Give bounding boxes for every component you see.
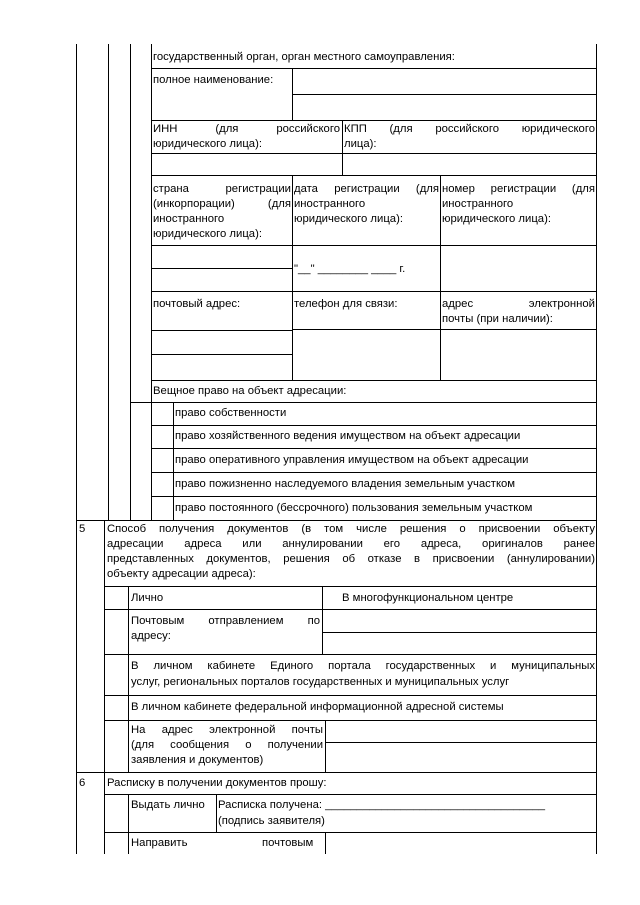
col-divider-country-date xyxy=(292,175,293,380)
col-divider-checkbox-6 xyxy=(128,794,129,854)
option-issue-personally: Выдать лично xyxy=(131,799,205,811)
row-line xyxy=(104,720,596,721)
inn-label-line-1: ИНН (для российского xyxy=(153,123,340,135)
signature-hint: (подпись заявителя) xyxy=(218,815,325,827)
section-6-top-line xyxy=(76,772,596,773)
row-line xyxy=(151,472,596,473)
row-line xyxy=(151,68,596,69)
country-label-line-3: иностранного xyxy=(153,213,225,225)
registration-date-field[interactable]: "__" ________ ____ г. xyxy=(294,263,406,275)
section-5-text-line-2: адресации адреса или аннулировании его адреса, оригиналов ранее xyxy=(107,538,595,550)
col-divider-checkbox xyxy=(130,44,131,520)
row-line xyxy=(151,268,292,269)
row-line xyxy=(151,330,292,331)
section-5-text-line-1: Способ получения документов (в том числе решения о присвоении объекту xyxy=(107,523,595,535)
reg-date-label-line-3: юридического лица): xyxy=(294,213,403,225)
row-line xyxy=(104,794,596,795)
kpp-label-line-1: КПП (для российского юридического xyxy=(344,123,595,135)
section-5-number: 5 xyxy=(79,523,86,535)
email-label-line-1: адрес электронной xyxy=(442,298,595,310)
option-email-line-1: На адрес электронной почты xyxy=(131,724,323,736)
reg-date-label-line-2: иностранного xyxy=(294,198,366,210)
country-label-line-2: (инкорпорации) (для xyxy=(153,198,291,210)
row-line xyxy=(104,609,596,610)
section-6-number: 6 xyxy=(79,777,86,789)
section-5-text-line-4: объекту адресации адреса): xyxy=(107,568,256,580)
option-personally: Лично xyxy=(131,592,164,604)
right-ownership: право собственности xyxy=(175,407,287,419)
right-permanent-use: право постоянного (бессрочного) пользования земельным участком xyxy=(175,502,533,514)
col-divider-date-number xyxy=(440,175,441,380)
rights-header: Вещное право на объект адресации: xyxy=(153,385,347,397)
section-5-text-line-3: представленных документов, решения об отказе в присвоении (аннулировании) xyxy=(107,553,595,565)
row-line xyxy=(151,354,292,355)
owner-header: государственный орган, орган местного самоуправления: xyxy=(153,51,455,63)
option-portal-line-1: В личном кабинете Единого портала государственных и муниципальных xyxy=(131,660,595,672)
row-line xyxy=(104,654,596,655)
kpp-label-line-2: лица): xyxy=(344,138,377,150)
phone-label: телефон для связи: xyxy=(294,298,398,310)
col-divider-email xyxy=(325,720,326,772)
row-line xyxy=(322,632,596,633)
row-line xyxy=(325,742,596,743)
option-mfc: В многофункциональном центре xyxy=(342,592,514,604)
section-6-text: Расписку в получении документов прошу: xyxy=(107,777,327,789)
row-line xyxy=(151,380,596,381)
row-line xyxy=(151,291,596,292)
option-by-mail-line-2: адресу: xyxy=(131,630,171,642)
col-divider-checkbox-5 xyxy=(128,586,129,772)
col-divider-number xyxy=(108,44,109,520)
col-divider-number-lower xyxy=(104,520,105,854)
section-5-top-line xyxy=(76,520,596,521)
row-line xyxy=(104,586,596,587)
receipt-received-line[interactable]: Расписка получена: ___________________________________ xyxy=(218,799,546,811)
row-line xyxy=(151,425,596,426)
reg-number-label-line-1: номер регистрации (для xyxy=(442,183,595,195)
reg-number-label-line-2: иностранного xyxy=(442,198,514,210)
col-divider-personal-mfc xyxy=(322,586,323,654)
row-line xyxy=(151,153,596,154)
option-by-mail-line-1: Почтовым отправлением по xyxy=(131,615,320,627)
row-line xyxy=(104,832,596,833)
row-line xyxy=(104,695,596,696)
full-name-label: полное наименование: xyxy=(153,74,274,86)
row-line xyxy=(130,402,596,403)
right-lifetime-possession: право пожизненно наследуемого владения земельным участком xyxy=(175,478,516,490)
row-line xyxy=(292,329,596,330)
right-operational-management: право оперативного управления имуществом на объект адресации xyxy=(175,454,529,466)
option-fias: В личном кабинете федеральной информационной адресной системы xyxy=(131,701,504,713)
outer-border-left xyxy=(76,44,77,854)
row-line xyxy=(151,496,596,497)
row-line xyxy=(151,245,596,246)
option-send-by-mail-line-1: Направить xyxy=(131,837,188,849)
row-line xyxy=(292,94,596,95)
col-divider-issue xyxy=(216,794,217,832)
country-label-line-4: юридического лица): xyxy=(153,228,262,240)
reg-number-label-line-3: юридического лица): xyxy=(442,213,551,225)
col-divider-rights xyxy=(173,402,174,520)
option-send-by-mail-line-2: почтовым xyxy=(262,837,314,849)
outer-border-right xyxy=(596,44,597,854)
reg-date-label-line-1: дата регистрации (для xyxy=(294,183,439,195)
row-line xyxy=(151,175,596,176)
inn-label-line-2: юридического лица): xyxy=(153,138,262,150)
col-divider-send xyxy=(325,832,326,854)
option-email-line-2: (для сообщения о получении xyxy=(131,739,323,751)
row-line xyxy=(151,120,596,121)
option-email-line-3: заявления и документов) xyxy=(131,754,264,766)
right-economic-management: право хозяйственного ведения имуществом на объект адресации xyxy=(175,430,521,442)
option-portal-line-2: услуг, региональных порталов государственных и муниципальных услуг xyxy=(131,676,510,688)
country-label-line-1: страна регистрации xyxy=(153,183,291,195)
postal-address-label: почтовый адрес: xyxy=(153,298,241,310)
row-line xyxy=(151,448,596,449)
col-divider-inn-kpp xyxy=(342,120,343,175)
email-label-line-2: почты (при наличии): xyxy=(442,313,553,325)
